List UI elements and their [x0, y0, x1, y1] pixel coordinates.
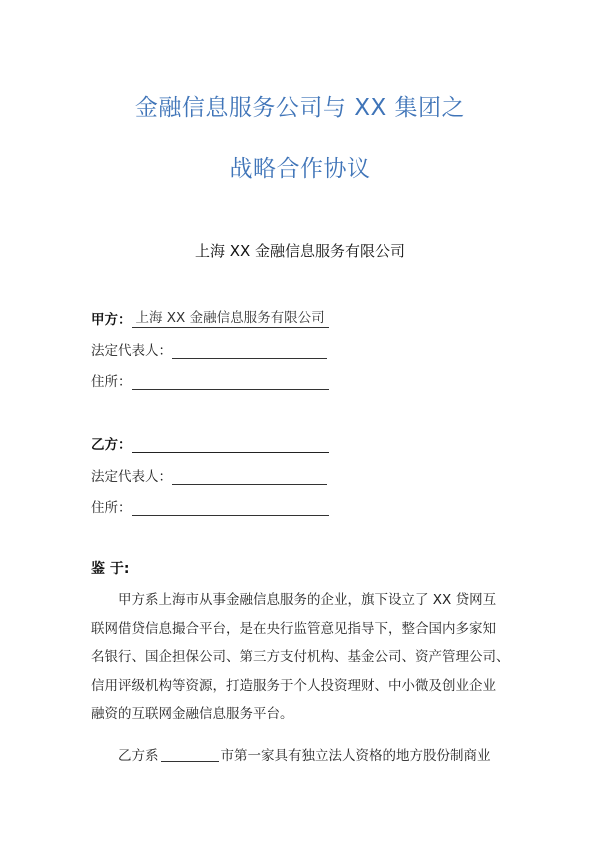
party-a-rep-label: 法定代表人： [91, 343, 172, 359]
party-b-addr-blank[interactable] [132, 499, 329, 516]
paragraph-line: 甲方系上海市从事金融信息服务的企业，旗下设立了 XX 贷网互 [118, 592, 497, 608]
whereas-paragraph-1 [91, 586, 516, 729]
party-a-addr-row [91, 370, 329, 390]
party-b-rep-label: 法定代表人： [91, 469, 172, 485]
party-a-label: 甲方： [91, 312, 132, 328]
party-a-rep-row [91, 339, 327, 359]
whereas-label: 鉴 于: [91, 561, 130, 577]
paragraph-line [91, 742, 516, 771]
whereas-paragraph-2 [91, 742, 516, 771]
title-line-2: 战略合作协议 [229, 156, 371, 182]
party-a-rep-blank[interactable] [172, 342, 327, 359]
paragraph-line: 融资的互联网金融信息服务平台。 [91, 706, 294, 722]
para2-before: 乙方系 [118, 748, 159, 764]
party-a-row [91, 306, 329, 328]
city-blank[interactable] [161, 747, 219, 762]
party-b-label: 乙方： [91, 437, 132, 453]
party-b-addr-label: 住所： [91, 500, 132, 516]
party-a-addr-blank[interactable] [132, 373, 329, 390]
paragraph-line: 信用评级机构等资源，打造服务于个人投资理财、中小微及创业企业 [91, 677, 496, 694]
party-b-addr-row [91, 496, 329, 516]
company-name: 上海 XX 金融信息服务有限公司 [194, 242, 406, 260]
para2-after: 市第一家具有独立法人资格的地方股份制商业 [220, 748, 491, 764]
party-b-row [91, 433, 329, 453]
title-line-1: 金融信息服务公司与 XX 集团之 [134, 95, 466, 121]
party-b-rep-row [91, 465, 327, 485]
paragraph-line: 联网借贷信息撮合平台，是在央行监管意见指导下，整合国内多家知 [91, 620, 496, 637]
paragraph-line: 名银行、国企担保公司、第三方支付机构、基金公司、资产管理公司、 [91, 649, 510, 665]
party-b-rep-blank[interactable] [172, 468, 327, 485]
party-a-addr-label: 住所： [91, 374, 132, 390]
party-b-name-blank[interactable] [132, 436, 329, 453]
party-a-value: 上海 XX 金融信息服务有限公司 [132, 306, 329, 328]
